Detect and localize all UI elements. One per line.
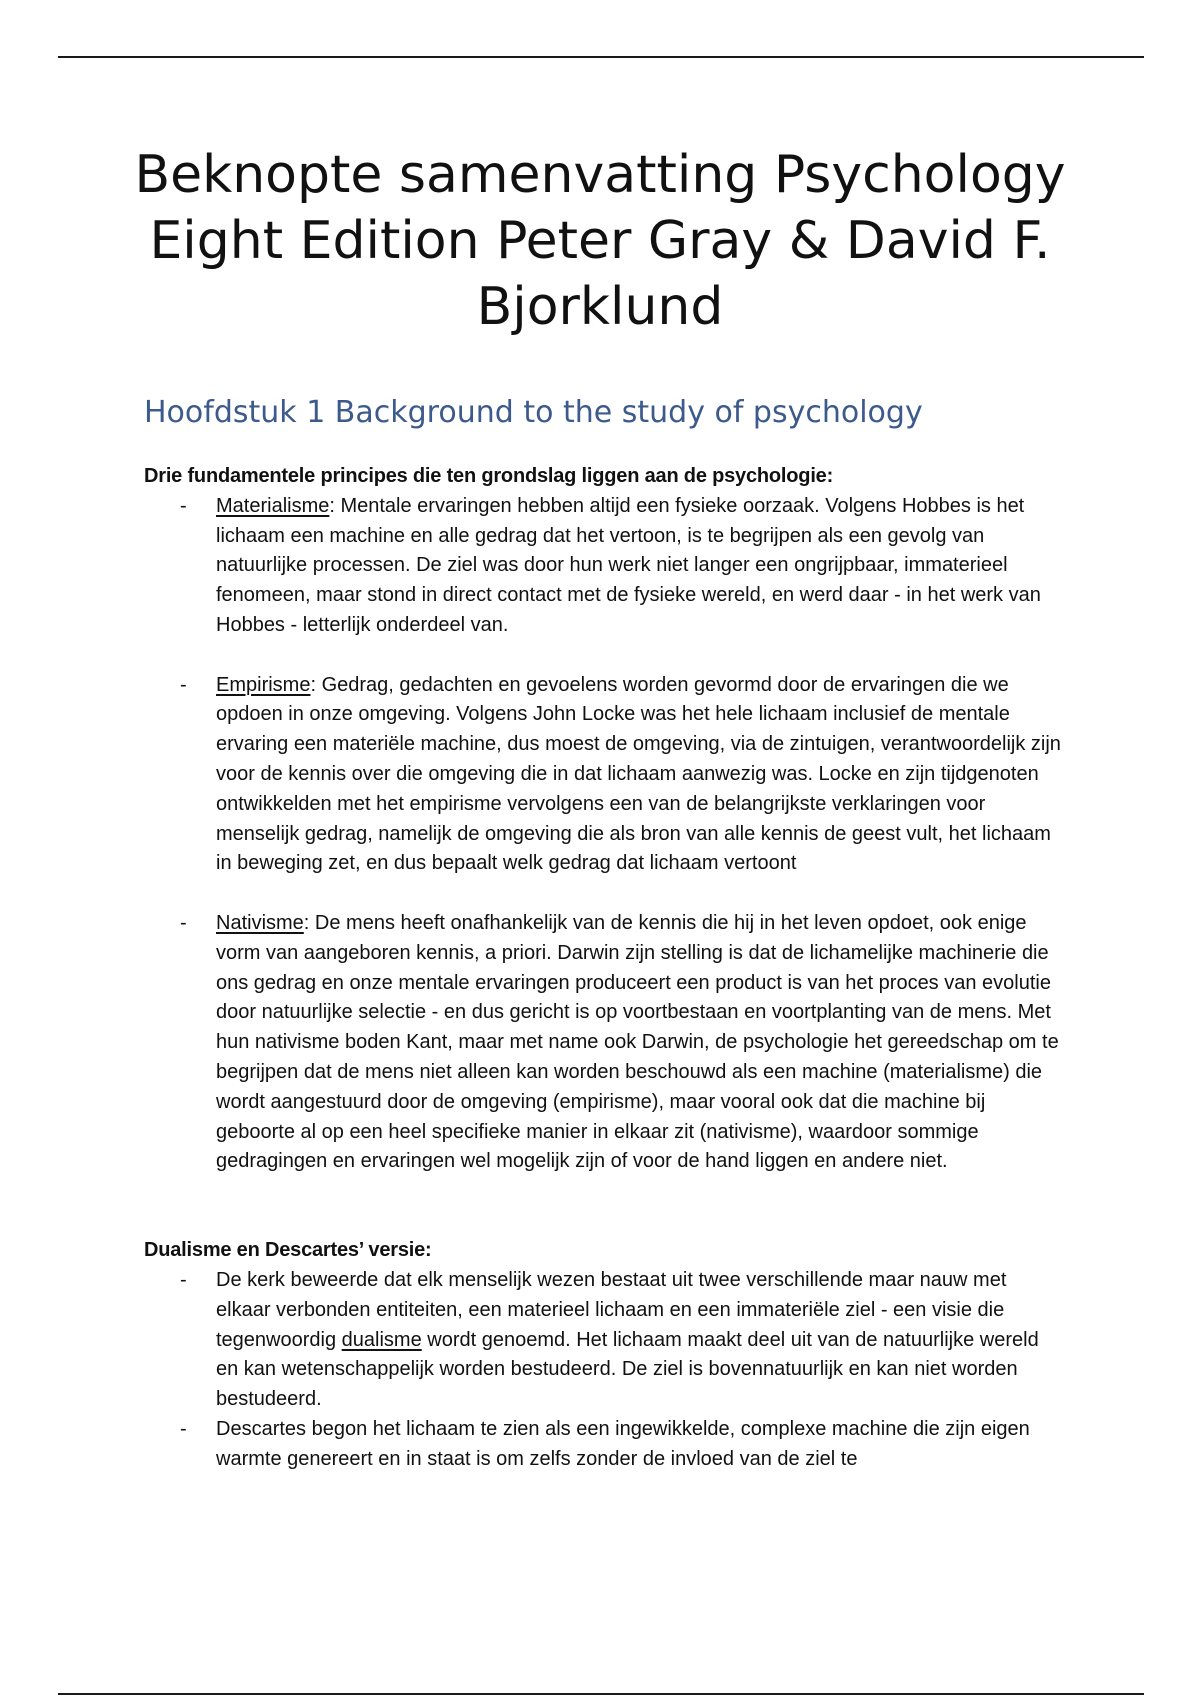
chapter-heading: Hoofdstuk 1 Background to the study of psychology — [144, 395, 923, 430]
item-text: Descartes begon het lichaam te zien als een ingewikkelde, complexe machine die zijn eigen warmte genereert en in staat is om zelfs zonder de invloed van de ziel te — [216, 1417, 1030, 1470]
item-text: : Mentale ervaringen hebben altijd een fysieke oorzaak. Volgens Hobbes is het lichaam een machine en alle gedrag dat het vertoon, is te begrijpen als een gevolg van natuurlijke processen. De ziel was door hun werk niet langer een ongrijpbaar, immaterieel fenomeen, maar stond in direct contact met de fysieke wereld, en werd daar - in het werk van Hobbes - letterlijk onderdeel van. — [216, 494, 1041, 636]
document-title: Beknopte samenvatting Psychology Eight Edition Peter Gray & David F. Bjorklund — [134, 145, 1066, 337]
bullet-marker: - — [180, 1417, 187, 1440]
item-text: : Gedrag, gedachten en gevoelens worden gevormd door de ervaringen die we opdoen in onze omgeving. Volgens John Locke was het hele lichaam inclusief de mentale ervaring een materiële machine, dus moest de omgeving, via de zintuigen, verantwoordelijk zijn voor de kennis over die omgeving die in dat lichaam aanwezig was. Locke en zijn tijdgenoten ontwikkelden met het empirisme vervolgens een van de belangrijkste verklaringen voor menselijk gedrag, namelijk de omgeving die als bron van alle kennis de geest vult, het lichaam in beweging zet, en dus bepaalt welk gedrag dat lichaam vertoont — [216, 673, 1061, 875]
term-dualisme: dualisme — [341, 1328, 422, 1351]
dualisme-list — [144, 1266, 1064, 1475]
item-text: wordt genoemd. Het lichaam maakt deel uit van de natuurlijke wereld en kan wetenschappelijk worden bestudeerd. De ziel is bovennatuurlijk en kan niet worden bestudeerd. — [216, 1328, 1039, 1411]
document-body — [144, 462, 1064, 1475]
section-heading-principles: Drie fundamentele principes die ten grondslag liggen aan de psychologie: — [144, 465, 834, 487]
list-item-materialisme — [144, 492, 1064, 641]
top-rule — [58, 56, 1144, 58]
list-item-empirisme — [144, 671, 1064, 880]
section-heading-dualisme: Dualisme en Descartes’ versie: — [144, 1239, 432, 1262]
principles-list — [144, 492, 1064, 1177]
item-text: De kerk beweerde dat elk menselijk wezen bestaat uit twee verschillende maar nauw met elkaar verbonden entiteiten, een materieel lichaam en een immateriële ziel - een visie die tegenwoordig — [216, 1268, 1007, 1351]
bullet-marker: - — [180, 911, 187, 934]
list-item-dualisme-kerk — [144, 1266, 1064, 1415]
term-empirisme: Empirisme — [216, 673, 311, 696]
list-item-nativisme — [144, 909, 1064, 1177]
list-item-descartes — [144, 1415, 1064, 1475]
term-nativisme: Nativisme — [216, 911, 304, 934]
bullet-marker: - — [180, 494, 187, 517]
bullet-marker: - — [180, 1268, 187, 1291]
item-text: : De mens heeft onafhankelijk van de kennis die hij in het leven opdoet, ook enige vorm van aangeboren kennis, a priori. Darwin zijn stelling is dat de lichamelijke machinerie die ons gedrag en onze mentale ervaringen produceert een product is van het proces van evolutie door natuurlijke selectie - en dus gericht is op voortbestaan en voortplanting van de mens. Met hun nativisme boden Kant, maar met name ook Darwin, de psychologie het gereedschap om te begrijpen dat de mens niet alleen kan worden beschouwd als een machine (materialisme) die wordt aangestuurd door de omgeving (empirisme), maar vooral ook dat die machine bij geboorte al op een heel specifieke manier in elkaar zit (nativisme), waardoor sommige gedragingen en ervaringen wel mogelijk zijn of voor de hand liggen en andere niet. — [216, 911, 1059, 1173]
term-materialisme: Materialisme — [216, 494, 330, 517]
bullet-marker: - — [180, 673, 187, 696]
bottom-rule — [58, 1693, 1144, 1695]
